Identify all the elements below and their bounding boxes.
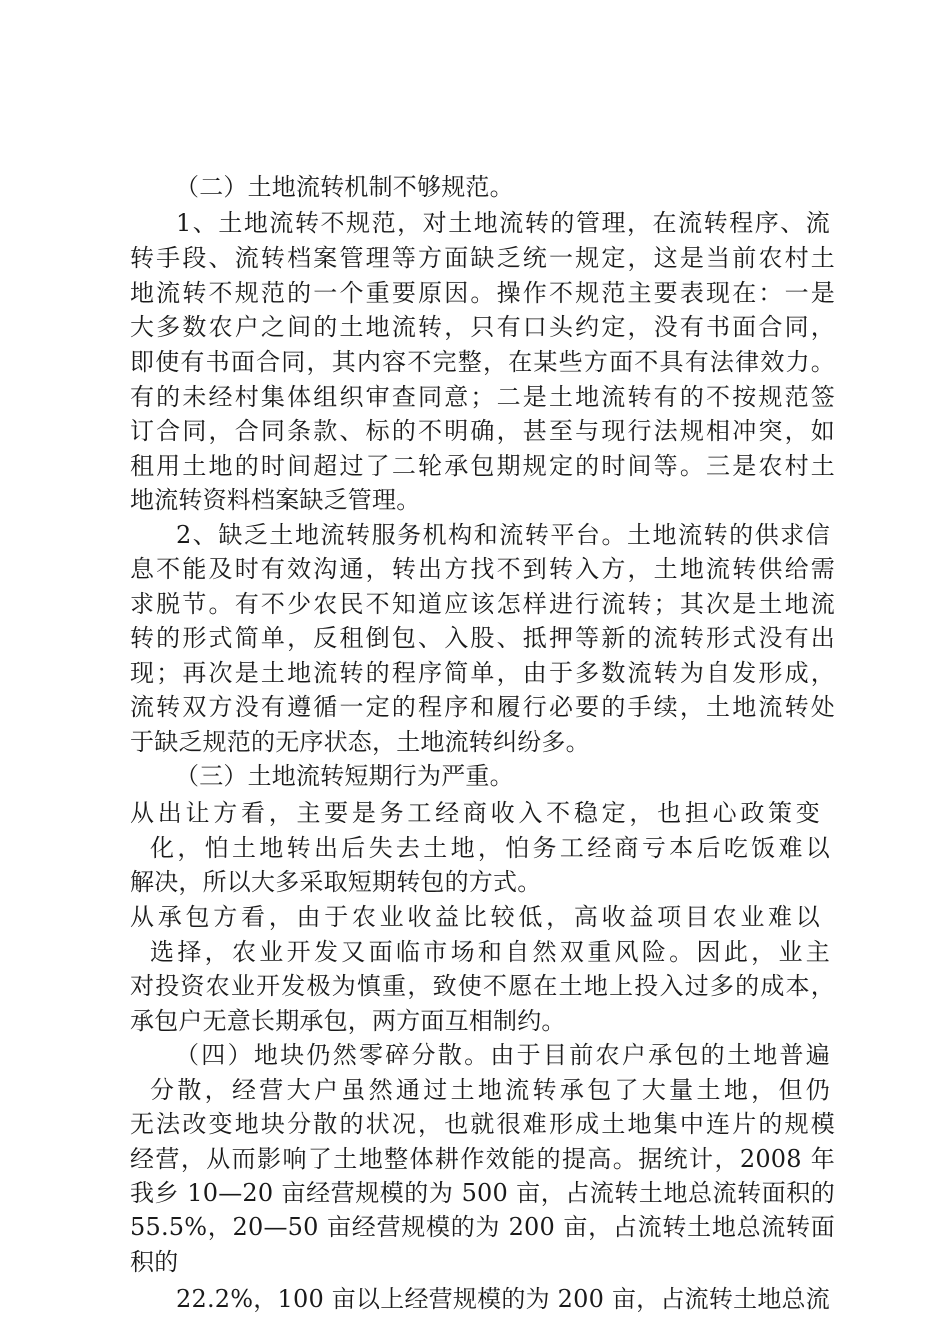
paragraph-line: 1、土地流转不规范，对土地流转的管理，在流转程序、流 [176,209,830,237]
heading-section-4: （四）地块仍然零碎分散。由于目前农户承包的土地普遍 [175,1041,830,1069]
paragraph-line: 选择，农业开发又面临市场和自然双重风险。因此，业主 [150,938,830,966]
heading-section-2: （二）土地流转机制不够规范。 [175,173,514,201]
paragraph-line: 无法改变地块分散的状况，也就很难形成土地集中连片的规模 [130,1110,835,1138]
paragraph-line: 对投资农业开发极为慎重，致使不愿在土地上投入过多的成本， [130,972,835,1000]
paragraph-line: 我乡 10—20 亩经营规模的为 500 亩，占流转土地总流转面积的 [130,1179,835,1207]
paragraph-line: 55.5%，20—50 亩经营规模的为 200 亩，占流转土地总流转面 [130,1213,835,1241]
paragraph-line: 承包户无意长期承包，两方面互相制约。 [130,1007,566,1035]
paragraph-line: 流转双方没有遵循一定的程序和履行必要的手续，土地流转处 [130,693,835,721]
paragraph-line: 求脱节。有不少农民不知道应该怎样进行流转；其次是土地流 [130,590,835,618]
paragraph-line: 从承包方看，由于农业收益比较低，高收益项目农业难以 [130,903,820,931]
paragraph-line: 解决，所以大多采取短期转包的方式。 [130,868,542,896]
paragraph-line: 2、缺乏土地流转服务机构和流转平台。土地流转的供求信 [176,521,830,549]
paragraph-line: 租用土地的时间超过了二轮承包期规定的时间等。三是农村土 [130,452,835,480]
paragraph-line: 地流转不规范的一个重要原因。操作不规范主要表现在：一是 [130,279,835,307]
paragraph-line: 化，怕土地转出后失去土地，怕务工经商亏本后吃饭难以 [150,834,830,862]
paragraph-line: 经营，从而影响了土地整体耕作效能的提高。据统计，2008 年 [130,1145,835,1173]
heading-section-3: （三）土地流转短期行为严重。 [175,762,514,790]
paragraph-line: 于缺乏规范的无序状态，土地流转纠纷多。 [130,728,590,756]
paragraph-line: 大多数农户之间的土地流转，只有口头约定，没有书面合同， [130,313,835,341]
paragraph-line: 转手段、流转档案管理等方面缺乏统一规定，这是当前农村土 [130,244,835,272]
paragraph-line: 地流转资料档案缺乏管理。 [130,486,421,514]
paragraph-line: 即使有书面合同，其内容不完整，在某些方面不具有法律效力。 [130,348,835,376]
paragraph-line: 订合同，合同条款、标的不明确，甚至与现行法规相冲突，如 [130,417,835,445]
paragraph-line: 22.2%，100 亩以上经营规模的为 200 亩，占流转土地总流 [176,1285,830,1313]
paragraph-line: 分散，经营大户虽然通过土地流转承包了大量土地，但仍 [150,1076,830,1104]
paragraph-line: 转的形式简单，反租倒包、入股、抵押等新的流转形式没有出 [130,624,835,652]
paragraph-line: 从出让方看，主要是务工经商收入不稳定，也担心政策变 [130,799,820,827]
paragraph-line: 有的未经村集体组织审查同意；二是土地流转有的不按规范签 [130,383,835,411]
paragraph-line: 息不能及时有效沟通，转出方找不到转入方，土地流转供给需 [130,555,835,583]
paragraph-line: 现；再次是土地流转的程序简单，由于多数流转为自发形成， [130,659,835,687]
paragraph-line: 积的 [130,1248,179,1276]
